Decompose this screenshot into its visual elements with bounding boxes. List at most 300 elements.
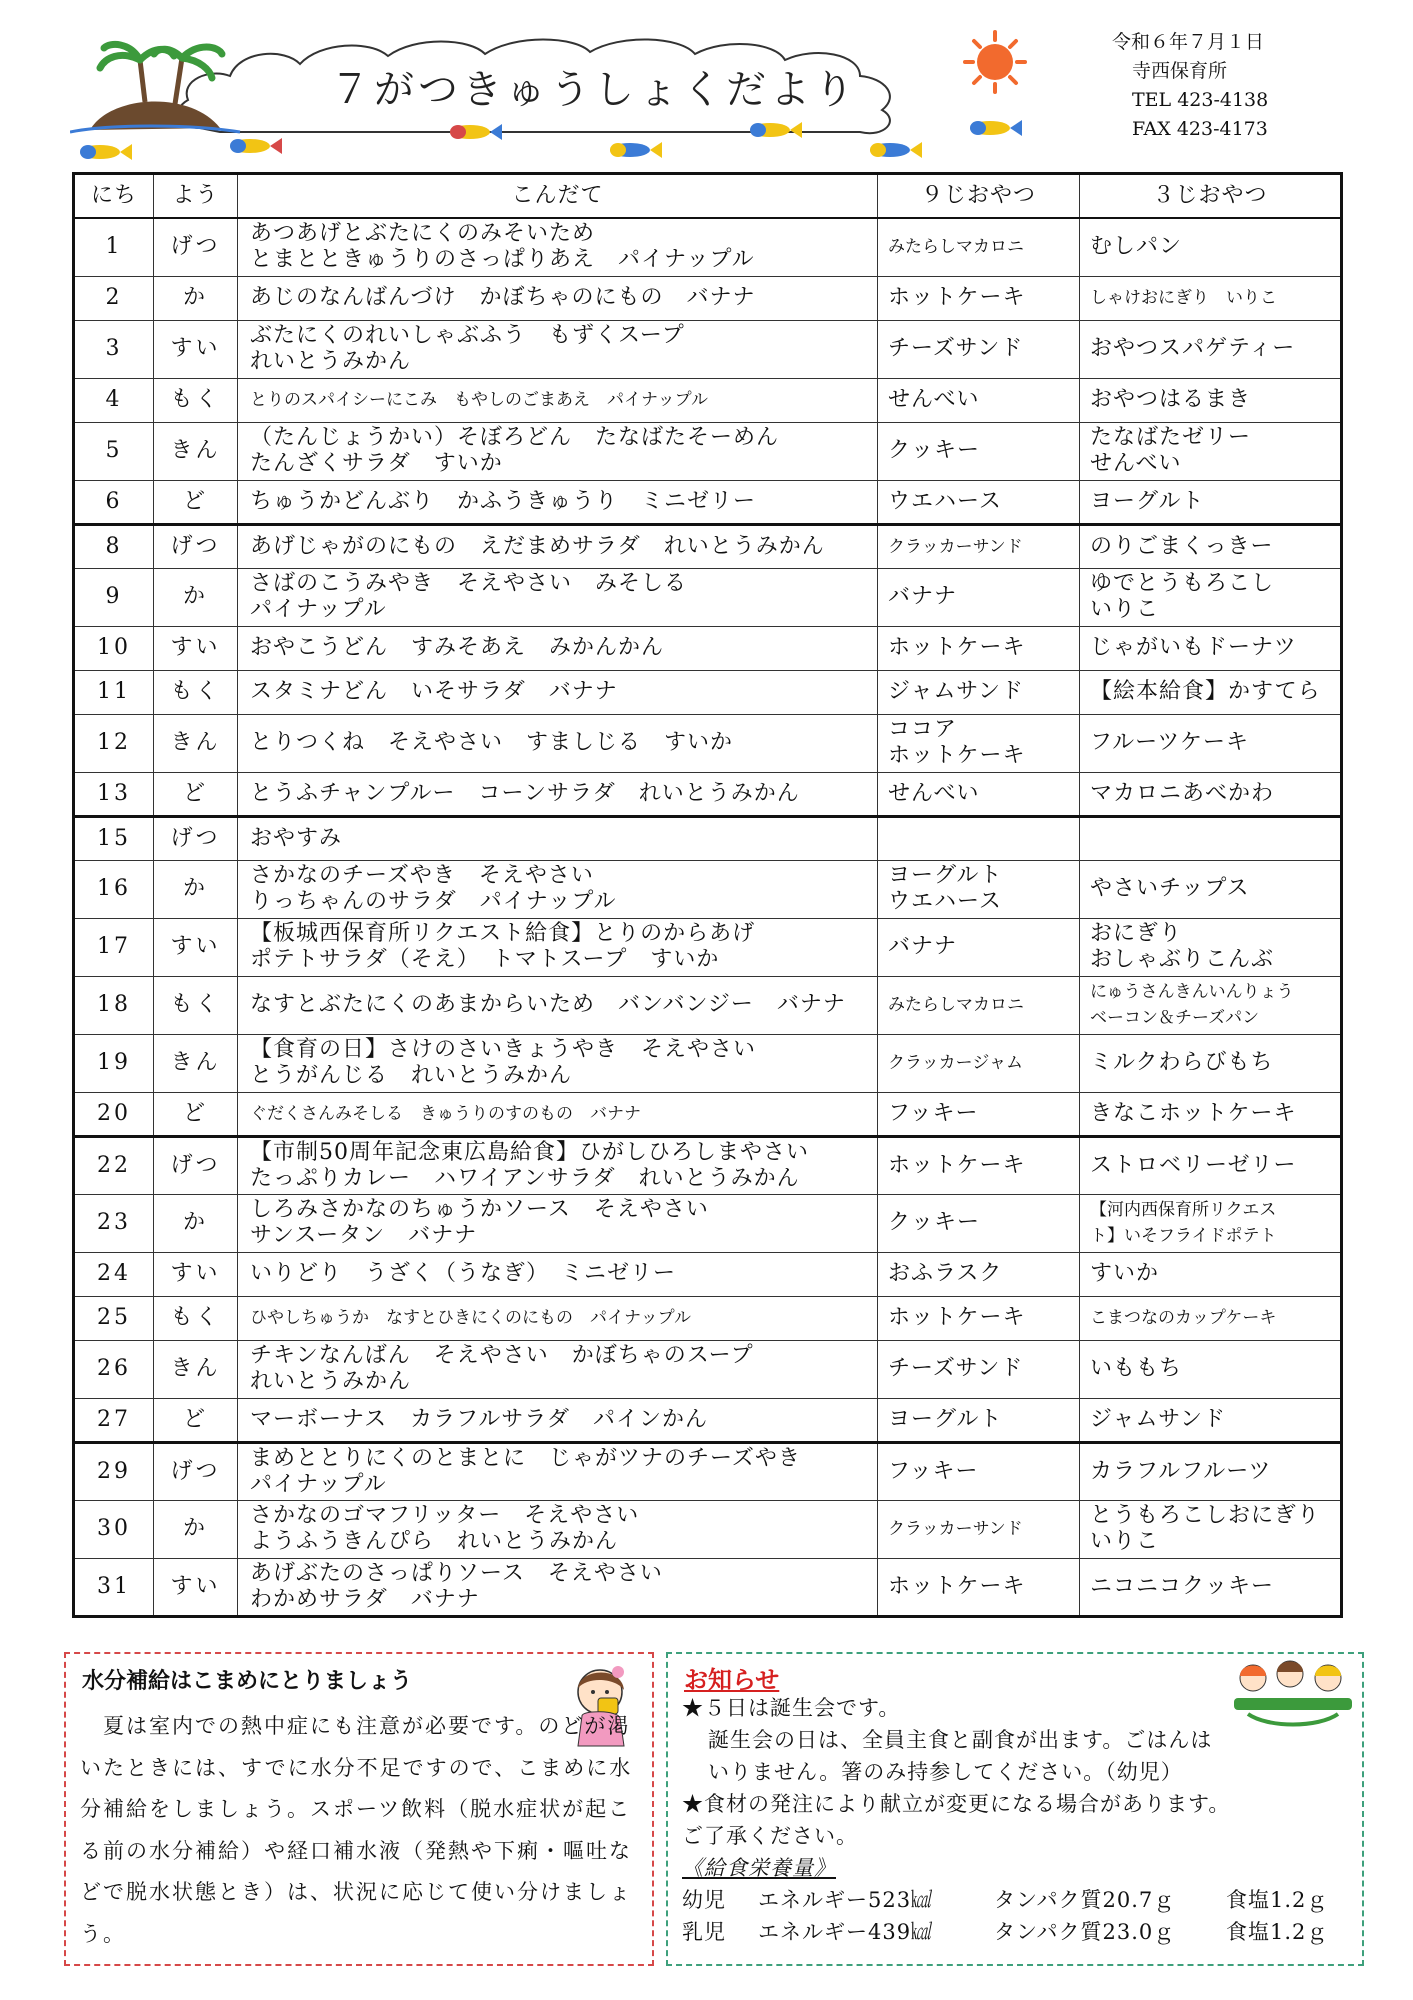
morning-snack-cell-line: ウエハース (888, 488, 1002, 514)
day-cell: 6 (74, 480, 154, 524)
menu-cell (238, 918, 878, 976)
weekday-cell: か (154, 860, 238, 918)
afternoon-snack-cell (1080, 1092, 1342, 1136)
weekday-cell: きん (154, 714, 238, 772)
afternoon-snack-cell (1080, 976, 1342, 1034)
weekday-cell: すい (154, 1252, 238, 1296)
day-cell: 16 (74, 860, 154, 918)
afternoon-snack-cell (1080, 1558, 1342, 1616)
menu-cell-line: おやすみ (250, 825, 343, 851)
morning-snack-cell (878, 378, 1080, 422)
day-cell: 24 (74, 1252, 154, 1296)
notice-menu-change: ★食材の発注により献立が変更になる場合があります。 (682, 1792, 1231, 1816)
table-row (74, 1194, 1342, 1252)
sun-icon (965, 32, 1025, 92)
menu-cell-line: パイナップル (250, 597, 387, 622)
afternoon-snack-cell (1080, 1340, 1342, 1398)
morning-snack-cell-line: ウエハース (888, 889, 1002, 914)
table-row (74, 626, 1342, 670)
day-cell: 2 (74, 276, 154, 320)
day-cell: 17 (74, 918, 154, 976)
afternoon-snack-cell-line: ヨーグルト (1090, 488, 1205, 514)
menu-cell (238, 1398, 878, 1442)
menu-cell-line: マーボーナス カラフルサラダ パインかん (250, 1406, 709, 1432)
header (0, 0, 1413, 175)
table-row (74, 524, 1342, 568)
menu-cell (238, 860, 878, 918)
fish-icon-group (80, 120, 1022, 160)
weekday-cell: きん (154, 1034, 238, 1092)
day-cell: 15 (74, 816, 154, 860)
morning-snack-cell (878, 1252, 1080, 1296)
island-icon (70, 44, 240, 132)
afternoon-snack-cell-line: ストロベリーゼリー (1090, 1152, 1297, 1178)
morning-snack-cell (878, 1500, 1080, 1558)
afternoon-snack-cell-line: ト】いそフライドポテト (1090, 1226, 1277, 1246)
menu-cell (238, 1442, 878, 1500)
menu-cell (238, 1296, 878, 1340)
morning-snack-cell (878, 1092, 1080, 1136)
menu-cell-line: ぐだくさんみそしる きゅうりのすのもの バナナ (250, 1103, 641, 1124)
menu-cell-line: （たんじょうかい）そぼろどん たなばたそーめん (250, 425, 780, 450)
afternoon-snack-cell (1080, 320, 1342, 378)
morning-snack-cell (878, 422, 1080, 480)
menu-cell-line: ひやしちゅうか なすとひきにくのにもの パイナップル (250, 1308, 691, 1328)
day-cell: 29 (74, 1442, 154, 1500)
day-cell: 30 (74, 1500, 154, 1558)
weekday-cell: すい (154, 1558, 238, 1616)
table-row (74, 860, 1342, 918)
afternoon-snack-cell-line: おにぎり (1090, 921, 1183, 946)
afternoon-snack-cell-line: ゆでとうもろこし (1090, 571, 1275, 596)
afternoon-snack-cell-line: しゃけおにぎり いりこ (1090, 288, 1277, 308)
morning-snack-cell (878, 1398, 1080, 1442)
morning-snack-cell (878, 218, 1080, 276)
menu-cell (238, 1558, 878, 1616)
weekday-cell: ど (154, 1092, 238, 1136)
menu-cell (238, 568, 878, 626)
morning-snack-cell-line: バナナ (888, 934, 958, 959)
afternoon-snack-cell (1080, 1194, 1342, 1252)
morning-snack-cell (878, 276, 1080, 320)
menu-cell-line: サンスータン バナナ (250, 1223, 478, 1248)
nutrition-label: 乳児 (682, 1920, 726, 1944)
nutrition-energy: エネルギー523㎉ (758, 1888, 934, 1912)
menu-cell-line: パイナップル (250, 1471, 387, 1497)
header-weekday: よう (154, 174, 238, 219)
table-row (74, 1092, 1342, 1136)
menu-cell-line: りっちゃんのサラダ パイナップル (250, 889, 617, 914)
weekday-cell: もく (154, 378, 238, 422)
morning-snack-cell (878, 816, 1080, 860)
table-row (74, 1034, 1342, 1092)
table-row (74, 422, 1342, 480)
afternoon-snack-cell-line: ベーコン＆チーズパン (1090, 1008, 1260, 1028)
menu-cell-line: とりつくね そえやさい すましじる すいか (250, 730, 734, 755)
header-menu: こんだて (238, 174, 878, 219)
afternoon-snack-cell-line: きなこホットケーキ (1090, 1100, 1297, 1126)
afternoon-snack-cell (1080, 860, 1342, 918)
menu-cell (238, 816, 878, 860)
afternoon-snack-cell-line: フルーツケーキ (1090, 730, 1250, 755)
menu-cell (238, 1136, 878, 1194)
day-cell: 19 (74, 1034, 154, 1092)
weekday-cell: ど (154, 1398, 238, 1442)
nutrition-salt: 食塩1.2ｇ (1226, 1920, 1329, 1944)
morning-snack-cell-line: チーズサンド (888, 336, 1024, 361)
afternoon-snack-cell-line: おやつスパゲティー (1090, 336, 1296, 361)
day-cell: 20 (74, 1092, 154, 1136)
weekday-cell: げつ (154, 524, 238, 568)
hydration-text: 夏は室内での熱中症にも注意が必要です。のどが渇いたときには、すでに水分不足ですので、こまめに水分補給をしましょう。スポーツ飲料（脱水症状が起こる前の水分補給）や経口補水液（発熱や下痢・嘔吐などで脱水状態とき）は、状況に応じて使い分けましょう。 (80, 1714, 633, 1946)
day-cell: 11 (74, 670, 154, 714)
table-row (74, 714, 1342, 772)
afternoon-snack-cell (1080, 1442, 1342, 1500)
table-row (74, 320, 1342, 378)
menu-cell-line: あげじゃがのにもの えだまめサラダ れいとうみかん (250, 533, 825, 559)
nutrition-row-infant (682, 1916, 1352, 1948)
morning-snack-cell-line: ホットケーキ (888, 743, 1026, 768)
menu-cell (238, 524, 878, 568)
menu-cell (238, 422, 878, 480)
table-row (74, 276, 1342, 320)
menu-cell (238, 1034, 878, 1092)
weekday-cell: げつ (154, 1442, 238, 1500)
menu-cell (238, 378, 878, 422)
menu-cell-line: おやこうどん すみそあえ みかんかん (250, 635, 665, 660)
announcement-heading: お知らせ (684, 1665, 780, 1694)
menu-cell-line: たんざくサラダ すいか (250, 451, 503, 476)
menu-cell-line: あじのなんばんづけ かぼちゃのにもの バナナ (250, 285, 756, 310)
nutrition-energy: エネルギー439㎉ (758, 1920, 934, 1944)
morning-snack-cell (878, 1340, 1080, 1398)
day-cell: 10 (74, 626, 154, 670)
school-name: 寺西保育所 (1132, 60, 1228, 82)
afternoon-snack-cell-line: いりこ (1090, 1529, 1160, 1554)
weekday-cell: きん (154, 422, 238, 480)
afternoon-snack-cell (1080, 1500, 1342, 1558)
day-cell: 26 (74, 1340, 154, 1398)
menu-cell (238, 1252, 878, 1296)
afternoon-snack-cell-line: こまつなのカップケーキ (1090, 1308, 1277, 1328)
day-cell: 9 (74, 568, 154, 626)
weekday-cell: か (154, 1500, 238, 1558)
afternoon-snack-cell (1080, 714, 1342, 772)
afternoon-snack-cell (1080, 378, 1342, 422)
school-tel: TEL 423-4138 (1132, 89, 1269, 111)
menu-cell-line: まめととりにくのとまとに じゃがツナのチーズやき (250, 1445, 801, 1471)
menu-table (72, 172, 1343, 1618)
morning-snack-cell (878, 772, 1080, 816)
menu-cell (238, 1500, 878, 1558)
menu-cell-line: れいとうみかん (250, 1369, 412, 1394)
menu-cell (238, 1340, 878, 1398)
weekday-cell: すい (154, 626, 238, 670)
morning-snack-cell (878, 1136, 1080, 1194)
weekday-cell: げつ (154, 218, 238, 276)
table-row (74, 1398, 1342, 1442)
day-cell: 23 (74, 1194, 154, 1252)
menu-cell-line: ようふうきんぴら れいとうみかん (250, 1529, 619, 1554)
table-row (74, 218, 1342, 276)
morning-snack-cell-line: ホットケーキ (888, 285, 1026, 310)
morning-snack-cell-line: ジャムサンド (888, 679, 1025, 704)
morning-snack-cell-line: ホットケーキ (888, 1152, 1026, 1178)
afternoon-snack-cell (1080, 1034, 1342, 1092)
menu-cell-line: 【食育の日】さけのさいきょうやき そえやさい (250, 1037, 757, 1062)
nutrition-title: 《給食栄養量》 (682, 1856, 836, 1880)
nutrition-protein: タンパク質20.7ｇ (994, 1888, 1176, 1912)
table-row (74, 1136, 1342, 1194)
menu-cell-line: いりどり うざく（うなぎ） ミニゼリー (250, 1261, 677, 1286)
afternoon-snack-cell (1080, 480, 1342, 524)
menu-cell (238, 276, 878, 320)
menu-cell (238, 320, 878, 378)
morning-snack-cell (878, 524, 1080, 568)
menu-cell-line: とりのスパイシーにこみ もやしのごまあえ パイナップル (250, 390, 708, 410)
day-cell: 31 (74, 1558, 154, 1616)
weekday-cell: げつ (154, 816, 238, 860)
afternoon-snack-cell-line: ジャムサンド (1090, 1406, 1227, 1432)
morning-snack-cell (878, 1558, 1080, 1616)
hydration-notice-box (64, 1652, 654, 1966)
afternoon-snack-cell-line: とうもろこしおにぎり (1090, 1503, 1321, 1528)
afternoon-snack-cell-line: 【河内西保育所リクエス (1090, 1200, 1277, 1220)
weekday-cell: か (154, 1194, 238, 1252)
afternoon-snack-cell-line: ニコニコクッキー (1090, 1573, 1275, 1599)
school-fax: FAX 423-4173 (1132, 118, 1268, 140)
afternoon-snack-cell (1080, 918, 1342, 976)
table-row (74, 1252, 1342, 1296)
menu-cell (238, 626, 878, 670)
table-row (74, 568, 1342, 626)
morning-snack-cell-line: チーズサンド (888, 1356, 1024, 1381)
day-cell: 27 (74, 1398, 154, 1442)
weekday-cell: きん (154, 1340, 238, 1398)
morning-snack-cell-line: ホットケーキ (888, 635, 1026, 660)
menu-cell (238, 218, 878, 276)
afternoon-snack-cell-line: いりこ (1090, 597, 1160, 622)
weekday-cell: ど (154, 772, 238, 816)
table-row (74, 480, 1342, 524)
morning-snack-cell (878, 976, 1080, 1034)
afternoon-snack-cell-line: カラフルフルーツ (1090, 1458, 1272, 1484)
afternoon-snack-cell-line: せんべい (1090, 451, 1182, 476)
morning-snack-cell-line: おふラスク (888, 1261, 1003, 1286)
day-cell: 13 (74, 772, 154, 816)
morning-snack-cell (878, 1442, 1080, 1500)
afternoon-snack-cell-line: のりごまくっきー (1090, 533, 1274, 559)
morning-snack-cell-line: ホットケーキ (888, 1573, 1026, 1599)
day-cell: 22 (74, 1136, 154, 1194)
weekday-cell: すい (154, 918, 238, 976)
school-info (1112, 28, 1268, 144)
menu-cell-line: とうがんじる れいとうみかん (250, 1063, 573, 1088)
morning-snack-cell-line: ホットケーキ (888, 1305, 1026, 1330)
morning-snack-cell (878, 568, 1080, 626)
morning-snack-cell (878, 918, 1080, 976)
weekday-cell: もく (154, 976, 238, 1034)
menu-cell-line: なすとぶたにくのあまからいため バンバンジー バナナ (250, 992, 846, 1017)
menu-cell-line: スタミナどん いそサラダ バナナ (250, 679, 618, 704)
afternoon-snack-cell-line: むしパン (1090, 234, 1183, 260)
weekday-cell: か (154, 568, 238, 626)
afternoon-snack-cell-line: おやつはるまき (1090, 387, 1252, 412)
morning-snack-cell (878, 1194, 1080, 1252)
menu-cell-line: ちゅうかどんぶり かふうきゅうり ミニゼリー (250, 488, 757, 514)
morning-snack-cell (878, 480, 1080, 524)
morning-snack-cell-line: クッキー (888, 1210, 981, 1235)
hydration-body (80, 1706, 640, 1955)
table-row (74, 1442, 1342, 1500)
afternoon-snack-cell-line: マカロニあべかわ (1090, 780, 1275, 806)
afternoon-snack-cell-line: すいか (1090, 1261, 1160, 1286)
morning-snack-cell-line: クッキー (888, 438, 981, 463)
announcement-body (682, 1692, 1352, 1948)
afternoon-snack-cell-line: じゃがいもドーナツ (1090, 635, 1297, 660)
table-header-row (74, 174, 1342, 219)
announcement-box (666, 1652, 1364, 1966)
menu-cell (238, 976, 878, 1034)
morning-snack-cell-line: バナナ (888, 584, 958, 609)
morning-snack-cell (878, 1034, 1080, 1092)
morning-snack-cell-line: フッキー (888, 1100, 979, 1126)
morning-snack-cell-line: せんべい (888, 387, 980, 412)
notice-menu-change-detail: ご了承ください。 (682, 1824, 858, 1848)
menu-cell (238, 1092, 878, 1136)
afternoon-snack-cell (1080, 568, 1342, 626)
day-cell: 4 (74, 378, 154, 422)
weekday-cell: すい (154, 320, 238, 378)
table-row (74, 1500, 1342, 1558)
menu-cell-line: さかなのゴマフリッター そえやさい (250, 1503, 640, 1528)
day-cell: 5 (74, 422, 154, 480)
table-row (74, 378, 1342, 422)
afternoon-snack-cell (1080, 670, 1342, 714)
morning-snack-cell (878, 860, 1080, 918)
afternoon-snack-cell-line: にゅうさんきんいんりょう (1090, 982, 1294, 1002)
afternoon-snack-cell (1080, 422, 1342, 480)
morning-snack-cell-line: ココア (888, 717, 958, 742)
afternoon-snack-cell-line: おしゃぶりこんぶ (1090, 947, 1275, 972)
day-cell: 1 (74, 218, 154, 276)
afternoon-snack-cell-line: いももち (1090, 1356, 1183, 1381)
nutrition-salt: 食塩1.2ｇ (1226, 1888, 1329, 1912)
morning-snack-cell (878, 1296, 1080, 1340)
menu-cell-line: あつあげとぶたにくのみそいため (250, 221, 596, 247)
afternoon-snack-cell (1080, 1252, 1342, 1296)
menu-cell (238, 772, 878, 816)
morning-snack-cell (878, 626, 1080, 670)
menu-cell-line: わかめサラダ バナナ (250, 1586, 480, 1612)
morning-snack-cell (878, 714, 1080, 772)
menu-cell-line: とまとときゅうりのさっぱりあえ パイナップル (250, 247, 755, 273)
menu-cell (238, 480, 878, 524)
menu-cell-line: れいとうみかん (250, 349, 412, 374)
notice-birthday-detail-2: いりません。箸のみ持参してください。（幼児） (708, 1760, 1183, 1784)
weekday-cell: ど (154, 480, 238, 524)
menu-cell (238, 714, 878, 772)
menu-cell-line: しろみさかなのちゅうかソース そえやさい (250, 1197, 709, 1222)
morning-snack-cell-line: みたらしマカロニ (888, 995, 1024, 1015)
table-row (74, 670, 1342, 714)
menu-cell-line: さかなのチーズやき そえやさい (250, 863, 594, 888)
menu-cell-line: 【市制50周年記念東広島給食】ひがしひろしまやさい (250, 1139, 809, 1165)
menu-cell-line: チキンなんばん そえやさい かぼちゃのスープ (250, 1343, 754, 1368)
afternoon-snack-cell-line: やさいチップス (1090, 876, 1250, 901)
menu-cell (238, 1194, 878, 1252)
afternoon-snack-cell (1080, 1398, 1342, 1442)
morning-snack-cell-line: フッキー (888, 1458, 979, 1484)
morning-snack-cell-line: クラッカーサンド (888, 1519, 1023, 1539)
table-row (74, 1296, 1342, 1340)
morning-snack-cell-line: せんべい (888, 780, 980, 806)
day-cell: 12 (74, 714, 154, 772)
morning-snack-cell-line: ヨーグルト (888, 1406, 1003, 1432)
nutrition-protein: タンパク質23.0ｇ (994, 1920, 1176, 1944)
morning-snack-cell (878, 320, 1080, 378)
morning-snack-cell-line: クラッカーサンド (888, 536, 1023, 557)
page-title: ７がつきゅうしょくだより (330, 67, 858, 113)
header-afternoon-snack: ３じおやつ (1080, 174, 1342, 219)
menu-cell-line: とうふチャンプルー コーンサラダ れいとうみかん (250, 780, 800, 806)
menu-cell-line: さばのこうみやき そえやさい みそしる (250, 571, 688, 596)
weekday-cell: か (154, 276, 238, 320)
afternoon-snack-cell (1080, 1136, 1342, 1194)
weekday-cell: もく (154, 1296, 238, 1340)
notice-birthday-detail-1: 誕生会の日は、全員主食と副食が出ます。ごはんは (708, 1728, 1213, 1752)
table-row (74, 1340, 1342, 1398)
weekday-cell: げつ (154, 1136, 238, 1194)
notice-birthday: ★５日は誕生会です。 (682, 1696, 901, 1720)
morning-snack-cell-line: クラッカージャム (888, 1053, 1023, 1073)
afternoon-snack-cell-line: ミルクわらびもち (1090, 1050, 1274, 1075)
table-row (74, 816, 1342, 860)
afternoon-snack-cell (1080, 772, 1342, 816)
header-morning-snack: ９じおやつ (878, 174, 1080, 219)
menu-cell-line: ポテトサラダ（そえ） トマトスープ すいか (250, 947, 720, 972)
afternoon-snack-cell (1080, 1296, 1342, 1340)
day-cell: 25 (74, 1296, 154, 1340)
afternoon-snack-cell-line: 【絵本給食】かすてら (1090, 679, 1321, 704)
afternoon-snack-cell (1080, 218, 1342, 276)
menu-cell-line: 【板城西保育所リクエスト給食】とりのからあげ (250, 921, 756, 946)
menu-cell (238, 670, 878, 714)
day-cell: 3 (74, 320, 154, 378)
morning-snack-cell-line: ヨーグルト (888, 863, 1003, 888)
afternoon-snack-cell (1080, 626, 1342, 670)
afternoon-snack-cell-line: たなばたゼリー (1090, 425, 1252, 450)
afternoon-snack-cell (1080, 276, 1342, 320)
issue-date: 令和６年７月１日 (1112, 31, 1265, 53)
table-row (74, 1558, 1342, 1616)
afternoon-snack-cell (1080, 524, 1342, 568)
menu-cell-line: ぶたにくのれいしゃぶふう もずくスープ (250, 323, 685, 348)
table-row (74, 918, 1342, 976)
weekday-cell: もく (154, 670, 238, 714)
nutrition-label: 幼児 (682, 1888, 726, 1912)
day-cell: 18 (74, 976, 154, 1034)
table-row (74, 772, 1342, 816)
table-row (74, 976, 1342, 1034)
day-cell: 8 (74, 524, 154, 568)
hydration-heading: 水分補給はこまめにとりましょう (82, 1668, 413, 1694)
morning-snack-cell (878, 670, 1080, 714)
morning-snack-cell-line: みたらしマカロニ (888, 237, 1024, 258)
nutrition-row-toddler (682, 1884, 1352, 1916)
header-day: にち (74, 174, 154, 219)
afternoon-snack-cell (1080, 816, 1342, 860)
